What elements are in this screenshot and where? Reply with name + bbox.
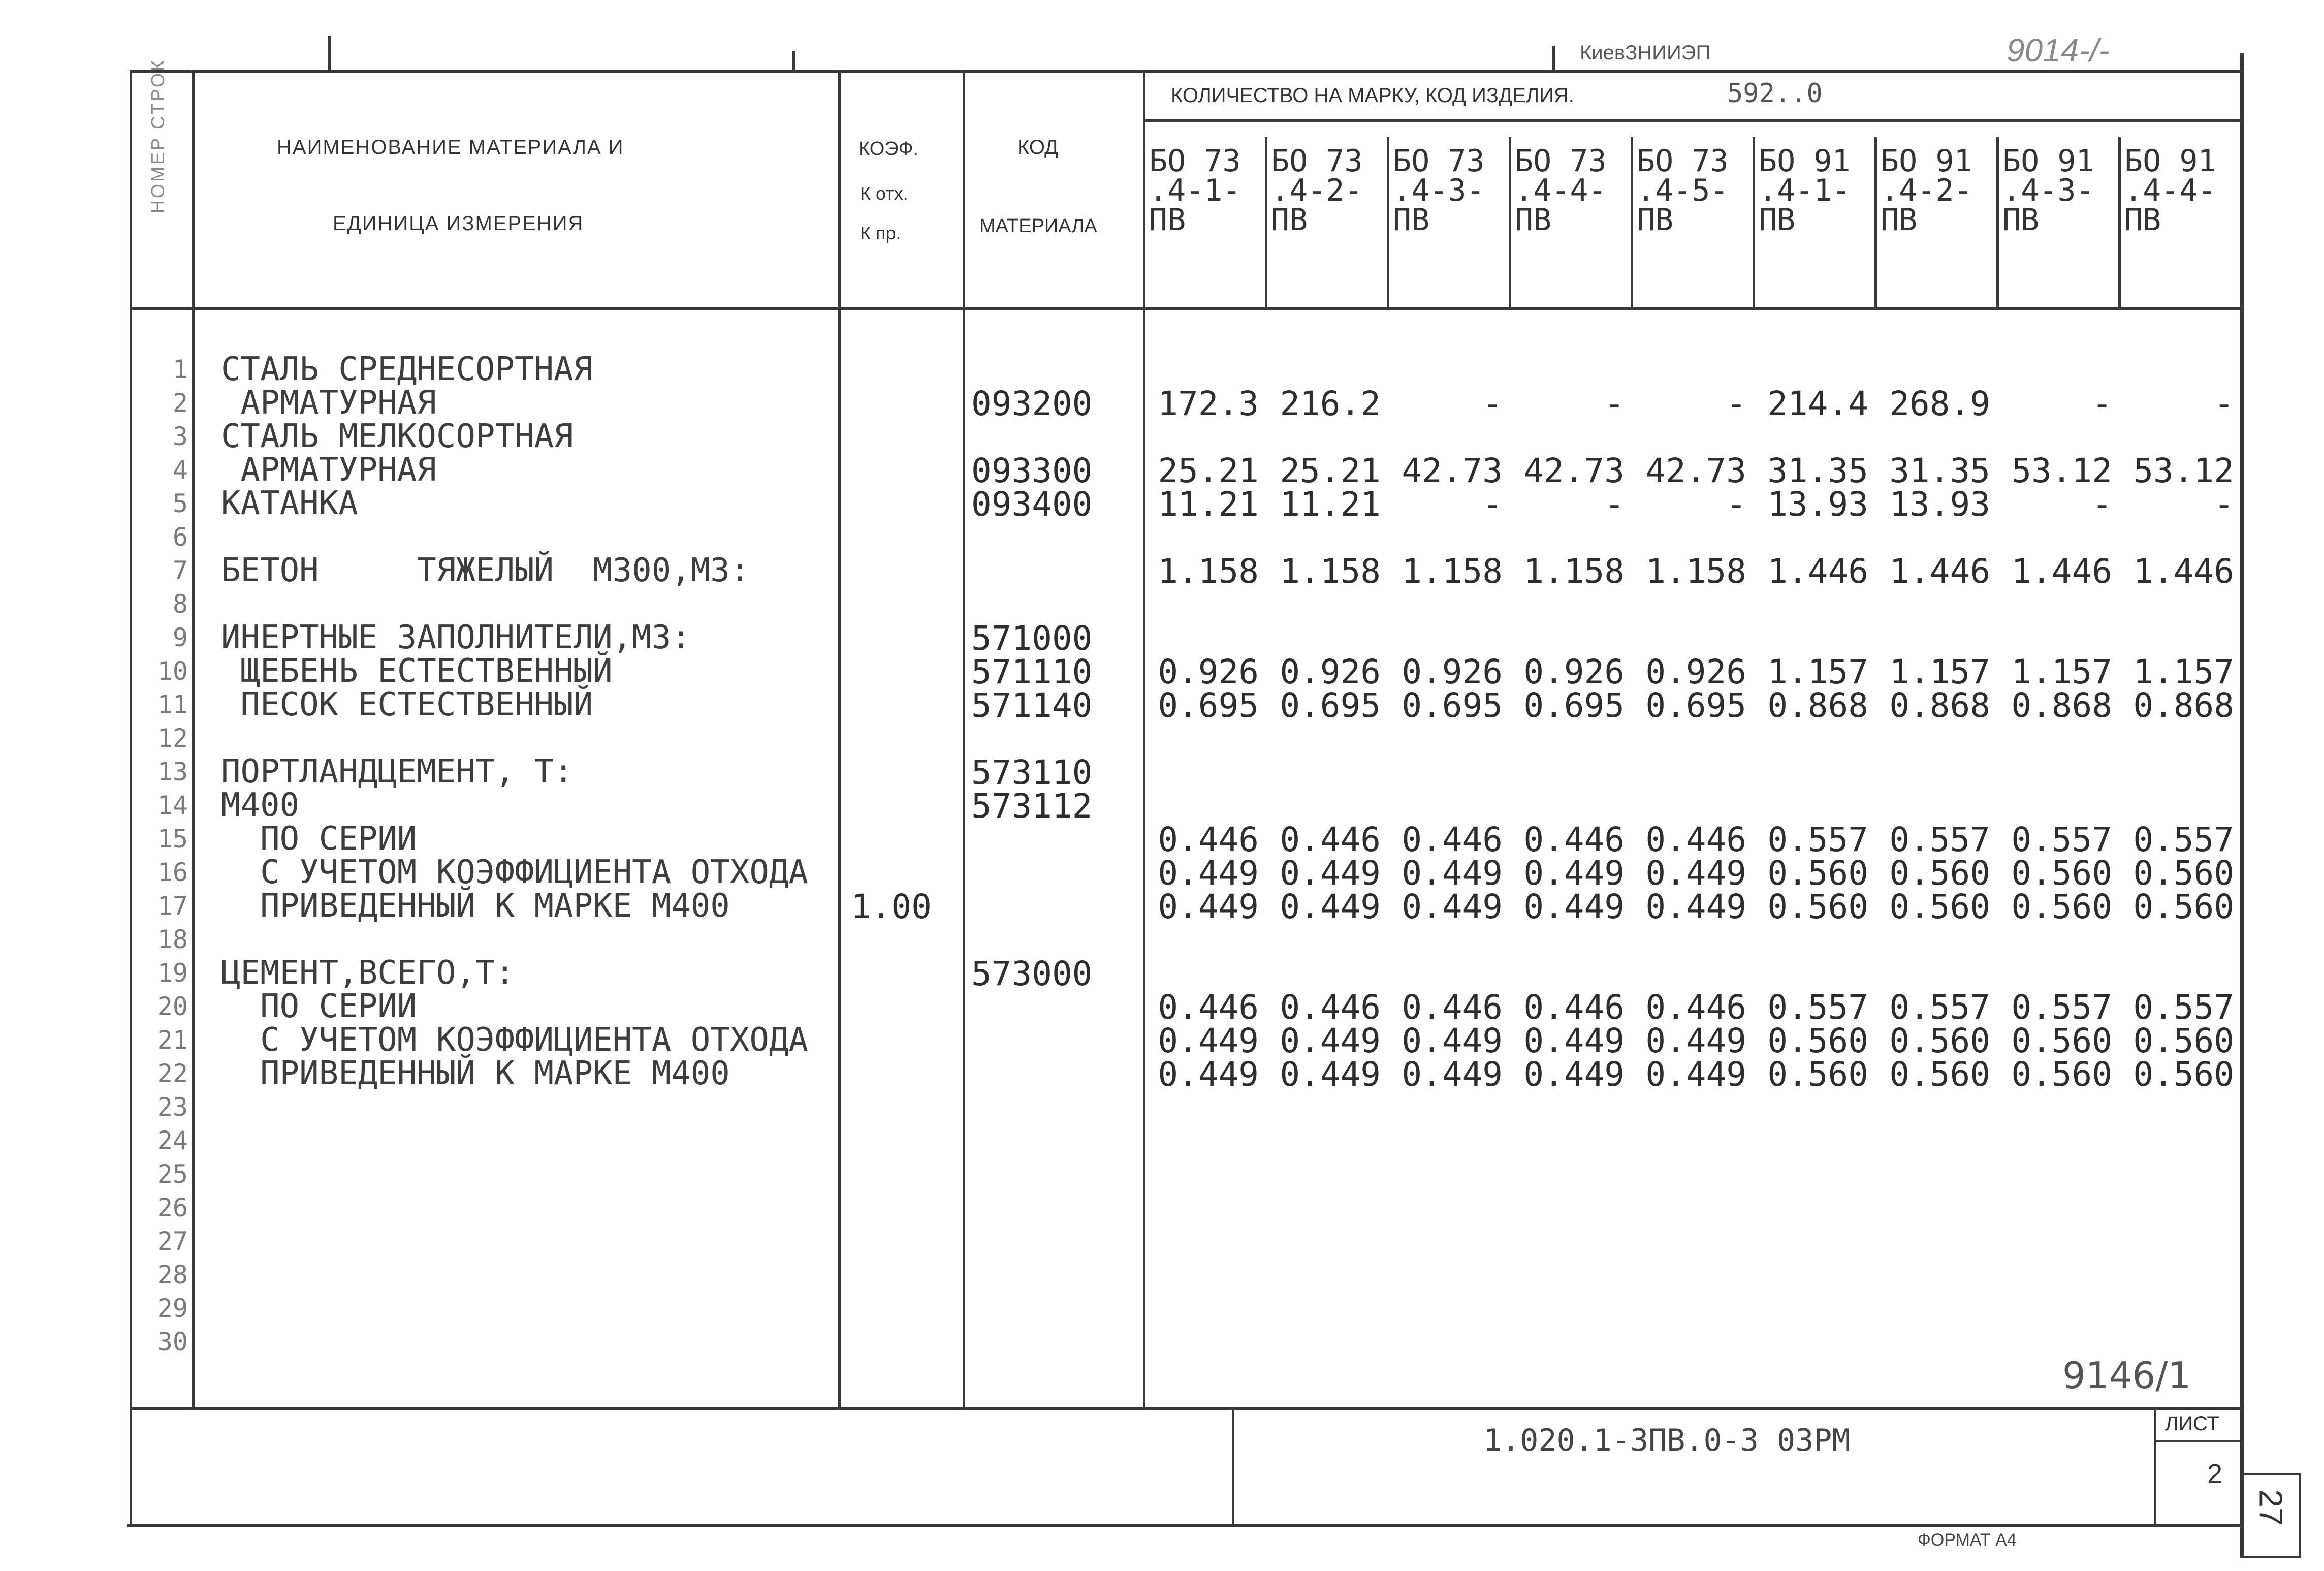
quantity-value: 25.21 [1158,451,1259,490]
quantity-value: 0.560 [2133,887,2234,926]
quantity-value: 0.557 [2011,988,2112,1027]
row-number: 12 [157,724,188,753]
quantity-value: 1.446 [1889,552,1990,591]
column-header-9-l1: БО 91 [2124,143,2216,179]
quantity-value: - [2092,384,2112,423]
column-header-5-l1: БО 73 [1637,143,1729,179]
row-number: 3 [172,422,188,451]
material-code: 571110 [971,652,1093,692]
quantity-value: - [1482,485,1503,524]
column-header-2-l1: БО 73 [1271,143,1363,179]
row-number: 25 [157,1159,188,1189]
material-name: АРМАТУРНАЯ [221,451,436,489]
quantity-value: 0.560 [1889,1021,1990,1060]
column-header-6-l1: БО 91 [1759,143,1851,179]
material-name: СТАЛЬ МЕЛКОСОРТНАЯ [221,418,574,455]
column-header-8-l1: БО 91 [2002,143,2094,179]
quantity-value: 0.557 [1889,820,1990,859]
quantity-value: 172.3 [1158,384,1259,423]
quantity-value: 214.4 [1767,384,1868,423]
column-header-9-l2: .4-4- [2124,173,2216,208]
quantity-value: 25.21 [1280,451,1381,490]
row-number: 13 [157,757,188,787]
quantity-value: 0.695 [1402,686,1503,725]
name-header-line-1: НАИМЕНОВАНИЕ МАТЕРИАЛА И [277,136,624,159]
column-header-1-l1: БО 73 [1149,143,1241,179]
quantity-value: 0.868 [2133,686,2234,725]
row-number: 11 [157,690,188,719]
material-name: СТАЛЬ СРЕДНЕСОРТНАЯ [221,351,593,388]
material-name: ПРИВЕДЕННЫЙ К МАРКЕ М400 [221,887,730,925]
quantity-value: 11.21 [1158,485,1259,524]
column-header-7-l2: .4-2- [1881,173,1972,208]
quantity-value: 1.157 [2133,652,2234,692]
row-number-header: НОМЕР СТРОК [147,58,168,213]
column-header-9-l3: ПВ [2124,202,2161,238]
quantity-value: 0.449 [1523,1055,1625,1094]
row-number: 17 [157,891,188,921]
quantity-value: 0.446 [1523,820,1625,859]
material-code: 573110 [971,753,1093,792]
code-header-line-1: КОД [1017,136,1059,159]
quantity-value: 0.449 [1645,1021,1746,1060]
column-header-8-l2: .4-3- [2002,173,2094,208]
quantity-value: 0.449 [1158,887,1259,926]
quantity-value: 0.560 [1889,1055,1990,1094]
quantity-value: 1.157 [2011,652,2112,692]
quantity-value: 1.157 [1889,652,1990,692]
material-code: 573112 [971,787,1093,826]
quantity-value: 1.158 [1402,552,1503,591]
quantity-value: 42.73 [1523,451,1625,490]
row-number: 28 [157,1260,188,1290]
quantity-value: 0.560 [1889,854,1990,893]
quantity-header: КОЛИЧЕСТВО НА МАРКУ, КОД ИЗДЕЛИЯ. [1171,84,1574,107]
quantity-value: 53.12 [2011,451,2112,490]
material-name: ПО СЕРИИ [221,988,417,1025]
column-header-6-l3: ПВ [1759,202,1796,238]
column-header-1-l3: ПВ [1149,202,1186,238]
quantity-value: 0.449 [1645,854,1746,893]
coef-header-line-3: К пр. [860,223,901,243]
product-code: 592..0 [1727,78,1823,109]
quantity-value: 0.446 [1402,988,1503,1027]
name-header-line-2: ЕДИНИЦА ИЗМЕРЕНИЯ [333,212,584,235]
material-name: С УЧЕТОМ КОЭФФИЦИЕНТА ОТХОДА [221,854,808,891]
quantity-value: - [2092,485,2112,524]
quantity-value: 0.560 [2011,854,2112,893]
quantity-value: 0.449 [1280,887,1381,926]
sheet-number: 2 [2207,1459,2223,1489]
quantity-value: 0.560 [1767,854,1868,893]
quantity-value: 1.157 [1767,652,1868,692]
quantity-value: 11.21 [1280,485,1381,524]
quantity-value: 0.449 [1158,854,1259,893]
quantity-value: 0.446 [1402,820,1503,859]
material-name: ЦЕМЕНТ,ВСЕГО,Т: [221,954,515,992]
column-header-1-l2: .4-1- [1149,173,1241,208]
quantity-value: - [1604,485,1625,524]
row-number: 9 [172,623,188,652]
quantity-value: 0.449 [1402,854,1503,893]
quantity-value: 31.35 [1889,451,1990,490]
material-code: 093300 [971,451,1093,490]
quantity-value: 0.446 [1280,988,1381,1027]
column-header-4-l2: .4-4- [1515,173,1607,208]
quantity-value: 0.560 [2133,1055,2234,1094]
quantity-value: 0.449 [1280,1055,1381,1094]
row-number: 7 [172,556,188,585]
quantity-value: 0.557 [2133,988,2234,1027]
coefficient-value: 1.00 [851,887,932,926]
row-number: 27 [157,1227,188,1256]
quantity-value: 0.449 [1523,854,1625,893]
quantity-value: 1.158 [1158,552,1259,591]
material-name: ПОРТЛАНДЦЕМЕНТ, Т: [221,753,574,791]
column-header-4-l3: ПВ [1515,202,1552,238]
quantity-value: 1.446 [2133,552,2234,591]
quantity-value: 31.35 [1767,451,1868,490]
quantity-value: 1.158 [1280,552,1381,591]
quantity-value: 0.449 [1280,854,1381,893]
row-number: 19 [157,958,188,988]
row-number: 15 [157,824,188,854]
quantity-value: 0.557 [2011,820,2112,859]
row-number: 6 [172,522,188,552]
quantity-value: 0.560 [2011,1055,2112,1094]
quantity-value: - [1726,485,1746,524]
quantity-value: - [2214,485,2234,524]
column-header-5-l3: ПВ [1637,202,1674,238]
quantity-value: 0.868 [1889,686,1990,725]
quantity-value: 0.446 [1158,988,1259,1027]
row-number: 10 [157,656,188,686]
quantity-value: 0.557 [2133,820,2234,859]
row-number: 21 [157,1025,188,1055]
quantity-value: 0.446 [1645,820,1746,859]
row-number: 14 [157,791,188,820]
quantity-value: 0.695 [1280,686,1381,725]
column-header-5-l2: .4-5- [1637,173,1729,208]
quantity-value: 0.695 [1158,686,1259,725]
quantity-value: 0.560 [2011,1021,2112,1060]
stamp-org: КиевЗНИИЭП [1580,42,1711,64]
material-name: ИНЕРТНЫЕ ЗАПОЛНИТЕЛИ,М3: [221,619,691,656]
column-header-6-l2: .4-1- [1759,173,1851,208]
material-name: КАТАНКА [221,485,358,522]
quantity-value: 0.446 [1158,820,1259,859]
quantity-value: 42.73 [1645,451,1746,490]
column-header-2-l3: ПВ [1271,202,1308,238]
format-label: ФОРМАТ А4 [1918,1530,2017,1550]
quantity-value: 0.560 [1889,887,1990,926]
row-number: 4 [172,455,188,485]
column-header-7-l3: ПВ [1881,202,1918,238]
row-number: 24 [157,1126,188,1155]
row-number: 20 [157,992,188,1021]
quantity-value: 0.560 [1767,1055,1868,1094]
row-number: 5 [172,489,188,518]
quantity-value: 0.449 [1402,887,1503,926]
quantity-value: 53.12 [2133,451,2234,490]
quantity-value: 42.73 [1402,451,1503,490]
quantity-value: 0.560 [2011,887,2112,926]
material-code: 571140 [971,686,1093,725]
top-tick-mark [328,36,331,71]
row-number: 8 [172,589,188,619]
quantity-value: 0.449 [1402,1021,1503,1060]
row-number: 1 [172,355,188,384]
quantity-value: 0.446 [1280,820,1381,859]
column-header-2-l2: .4-2- [1271,173,1363,208]
coef-header-line-1: КОЭФ. [858,138,919,160]
column-header-8-l3: ПВ [2002,202,2040,238]
material-code: 093400 [971,485,1093,524]
doc-number: 9146/1 [2062,1354,2191,1397]
quantity-value: 0.868 [2011,686,2112,725]
material-name: ЩЕБЕНЬ ЕСТЕСТВЕННЫЙ [221,652,613,690]
quantity-value: - [1604,384,1625,423]
row-number: 16 [157,858,188,887]
stamp-scribble: 9014-/- [2007,32,2110,69]
code-header-line-2: МАТЕРИАЛА [979,215,1097,237]
row-number: 26 [157,1193,188,1222]
quantity-value: 216.2 [1280,384,1381,423]
quantity-value: 0.695 [1645,686,1746,725]
quantity-value: 0.557 [1767,988,1868,1027]
quantity-value: 0.560 [2133,854,2234,893]
quantity-value: 0.560 [1767,1021,1868,1060]
material-code: 093200 [971,384,1093,423]
sheet-label: ЛИСТ [2165,1412,2219,1435]
quantity-value: 0.926 [1402,652,1503,692]
row-number: 2 [172,388,188,418]
quantity-value: 0.449 [1523,1021,1625,1060]
doc-code: 1.020.1-3ПВ.0-3 03РМ [1483,1423,1851,1458]
material-code: 571000 [971,619,1093,658]
top-tick-mark [1552,46,1555,71]
quantity-value: 0.449 [1280,1021,1381,1060]
column-header-7-l1: БО 91 [1881,143,1972,179]
material-name: М400 [221,787,300,824]
column-header-3-l3: ПВ [1393,202,1430,238]
material-name: АРМАТУРНАЯ [221,384,436,422]
quantity-value: 0.926 [1280,652,1381,692]
row-number: 22 [157,1059,188,1088]
quantity-value: 0.926 [1523,652,1625,692]
quantity-value: 0.557 [1889,988,1990,1027]
material-name: ПРИВЕДЕННЫЙ К МАРКЕ М400 [221,1055,730,1092]
material-code: 573000 [971,954,1093,993]
quantity-value: 0.926 [1158,652,1259,692]
quantity-value: 0.446 [1645,988,1746,1027]
quantity-value: 268.9 [1889,384,1990,423]
quantity-value: 0.449 [1158,1055,1259,1094]
quantity-value: 0.695 [1523,686,1625,725]
material-name: ПО СЕРИИ [221,820,417,858]
quantity-value: 0.446 [1523,988,1625,1027]
quantity-value: 0.926 [1645,652,1746,692]
quantity-value: 0.868 [1767,686,1868,725]
material-name: БЕТОН ТЯЖЕЛЫЙ М300,М3: [221,552,750,589]
top-tick-mark [792,51,795,71]
quantity-value: - [2214,384,2234,423]
material-name: С УЧЕТОМ КОЭФФИЦИЕНТА ОТХОДА [221,1021,808,1059]
row-number: 18 [157,925,188,954]
row-number: 23 [157,1092,188,1122]
material-name: ПЕСОК ЕСТЕСТВЕННЫЙ [221,686,593,724]
quantity-value: - [1482,384,1503,423]
quantity-value: 1.158 [1523,552,1625,591]
column-header-4-l1: БО 73 [1515,143,1607,179]
quantity-value: - [1726,384,1746,423]
quantity-value: 0.449 [1523,887,1625,926]
quantity-value: 13.93 [1889,485,1990,524]
row-number: 29 [157,1294,188,1323]
quantity-value: 0.449 [1158,1021,1259,1060]
column-header-3-l2: .4-3- [1393,173,1485,208]
side-number: 27 [2252,1489,2289,1526]
quantity-value: 1.158 [1645,552,1746,591]
quantity-value: 1.446 [2011,552,2112,591]
quantity-value: 13.93 [1767,485,1868,524]
quantity-value: 0.449 [1645,1055,1746,1094]
quantity-value: 0.560 [2133,1021,2234,1060]
row-number: 30 [157,1327,188,1357]
coef-header-line-2: К отх. [860,183,908,204]
quantity-value: 0.557 [1767,820,1868,859]
quantity-value: 1.446 [1767,552,1868,591]
quantity-value: 0.560 [1767,887,1868,926]
column-header-3-l1: БО 73 [1393,143,1485,179]
quantity-value: 0.449 [1645,887,1746,926]
quantity-value: 0.449 [1402,1055,1503,1094]
